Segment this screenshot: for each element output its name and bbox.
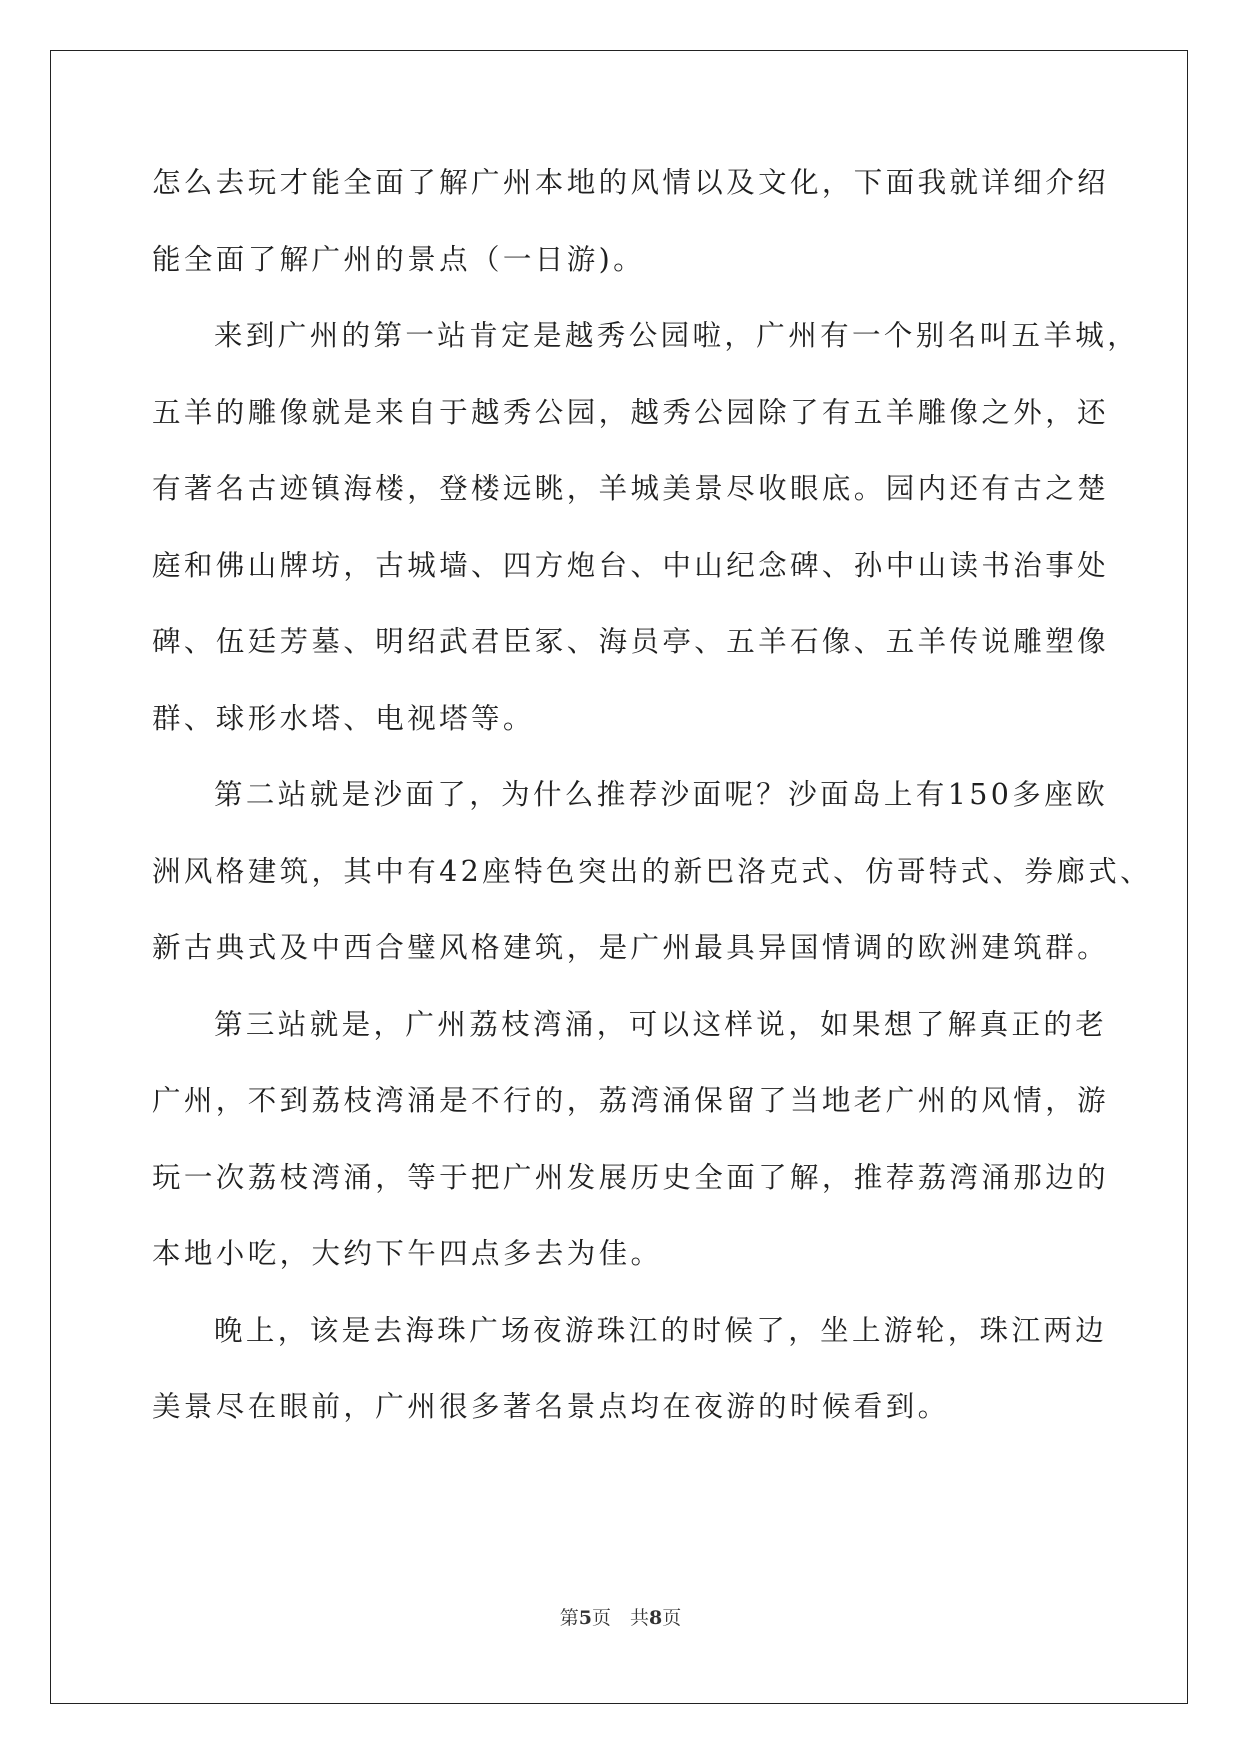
document-body — [152, 163, 1153, 1464]
current-page-number: 5 — [578, 1607, 592, 1629]
footer-mid: 页 共 — [591, 1607, 649, 1629]
text-line: 美景尽在眼前，广州很多著名景点均在夜游的时候看到。 — [152, 1390, 950, 1423]
text-line: 洲风格建筑，其中有42座特色突出的新巴洛克式、仿哥特式、券廊式、 — [152, 854, 1153, 888]
paragraph-start-line: 来到广州的第一站肯定是越秀公园啦，广州有一个别名叫五羊城， — [214, 319, 1140, 352]
text-line: 玩一次荔枝湾涌，等于把广州发展历史全面了解，推荐荔湾涌那边的 — [152, 1160, 1110, 1194]
text-line: 庭和佛山牌坊，古城墙、四方炮台、中山纪念碑、孙中山读书治事处 — [152, 548, 1110, 582]
text-line: 新古典式及中西合璧风格建筑，是广州最具异国情调的欧洲建筑群。 — [152, 931, 1110, 964]
total-pages-number: 8 — [649, 1607, 663, 1629]
paragraph-start-line: 第二站就是沙面了，为什么推荐沙面呢？沙面岛上有150多座欧 — [214, 778, 1108, 811]
text-line: 群、球形水塔、电视塔等。 — [152, 701, 535, 735]
text-line: 碑、伍廷芳墓、明绍武君臣冢、海员亭、五羊石像、五羊传说雕塑像 — [152, 625, 1110, 658]
paragraph-start-line: 第三站就是，广州荔枝湾涌，可以这样说，如果想了解真正的老 — [214, 1007, 1108, 1041]
text-line: 有著名古迹镇海楼，登楼远眺，羊城美景尽收眼底。园内还有古之楚 — [152, 472, 1110, 505]
text-line: 能全面了解广州的景点（一日游)。 — [152, 242, 646, 276]
footer-suffix: 页 — [662, 1607, 682, 1629]
text-line: 本地小吃，大约下午四点多去为佳。 — [152, 1237, 663, 1270]
text-line: 广州，不到荔枝湾涌是不行的，荔湾涌保留了当地老广州的风情，游 — [152, 1084, 1110, 1117]
page-number-footer — [0, 1606, 1241, 1630]
footer-prefix: 第 — [559, 1607, 579, 1629]
text-line: 怎么去玩才能全面了解广州本地的风情以及文化，下面我就详细介绍 — [152, 166, 1110, 199]
text-line: 五羊的雕像就是来自于越秀公园，越秀公园除了有五羊雕像之外，还 — [152, 395, 1110, 429]
paragraph-start-line: 晚上，该是去海珠广场夜游珠江的时候了，坐上游轮，珠江两边 — [214, 1313, 1108, 1347]
